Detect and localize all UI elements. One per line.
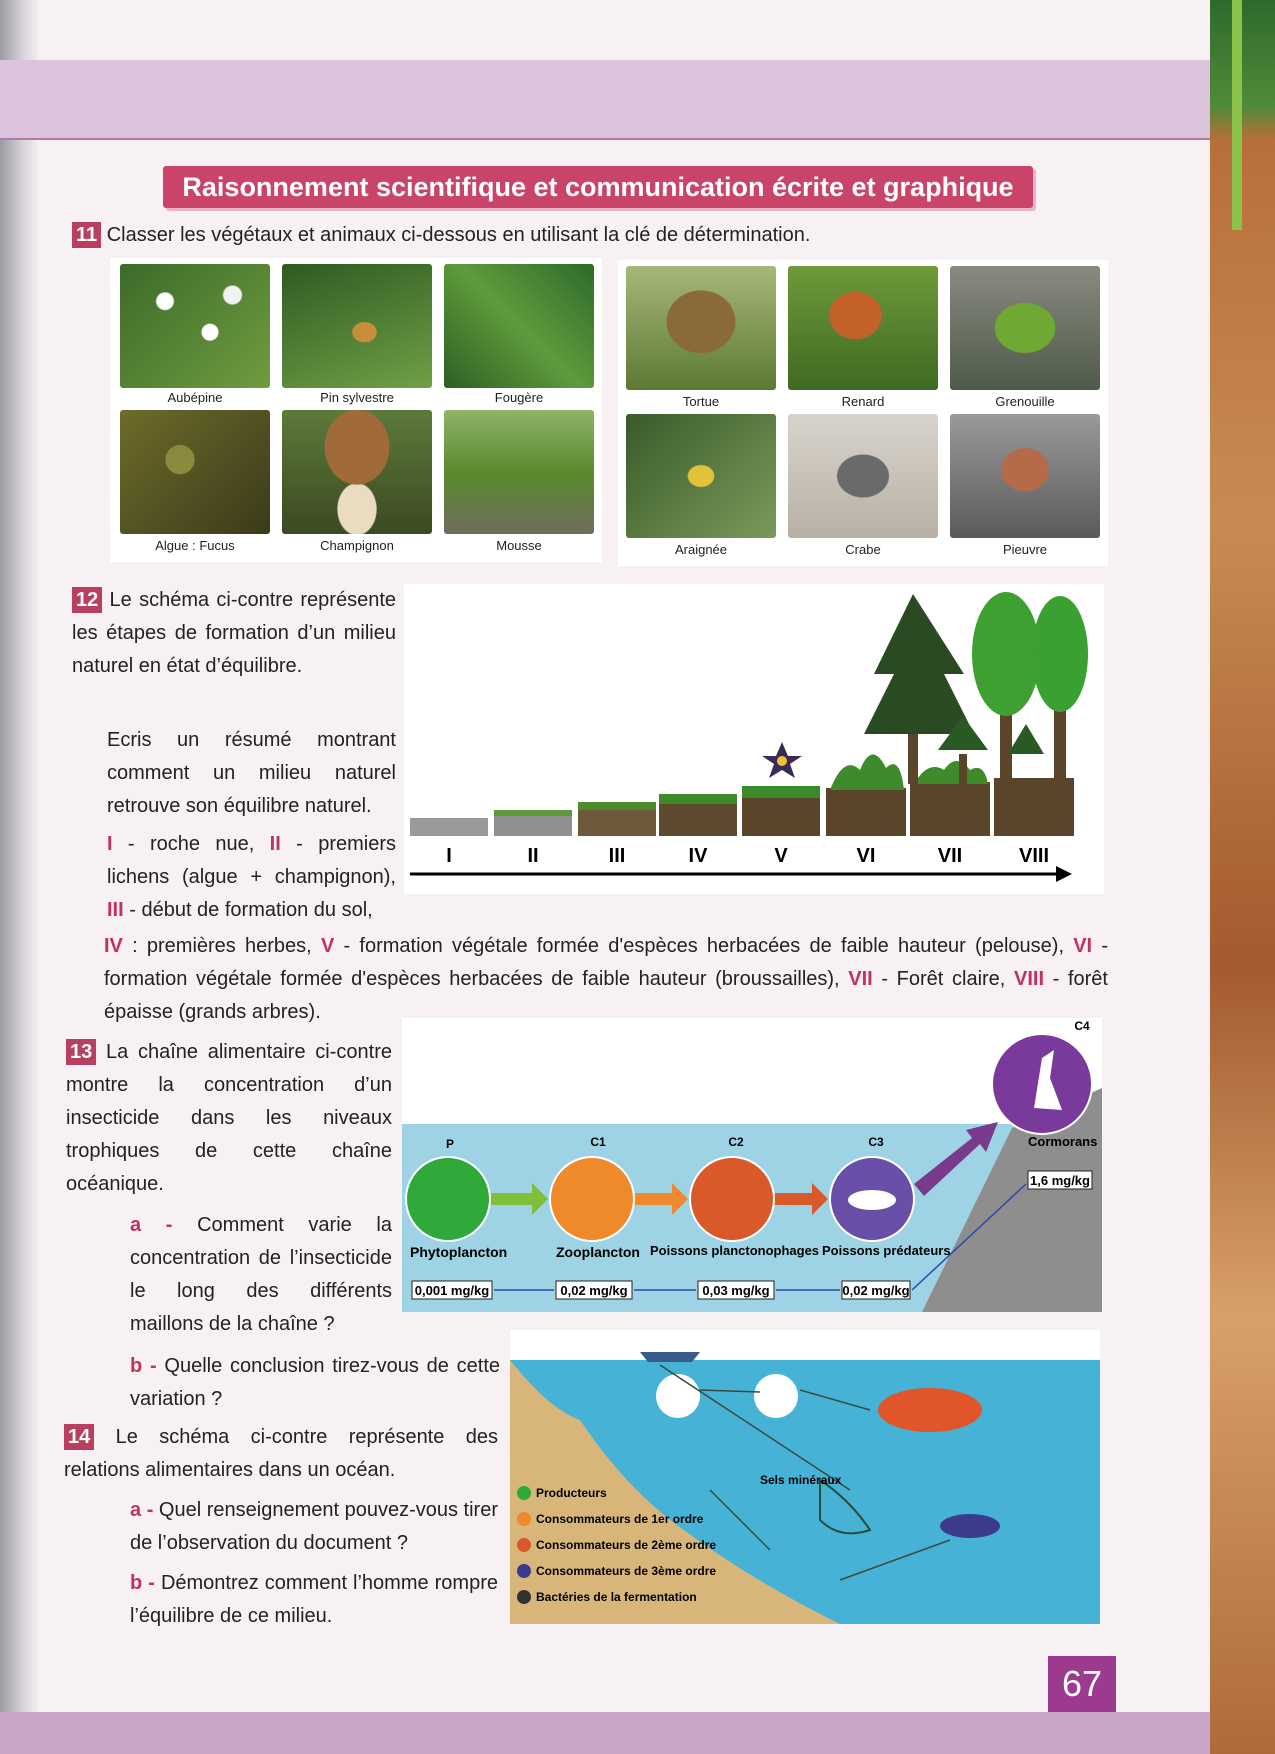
stage-block bbox=[826, 788, 906, 836]
stage-cover bbox=[578, 802, 656, 810]
animal-label: Pieuvre bbox=[1002, 542, 1048, 557]
legend-text: - Forêt claire, bbox=[872, 968, 1014, 990]
stage-label: VI bbox=[856, 845, 876, 867]
food-chain-diagram bbox=[402, 1018, 1102, 1312]
level-name: Phytoplancton bbox=[410, 1244, 508, 1260]
concentration-value: 0,02 mg/kg bbox=[842, 1283, 910, 1298]
level-code: C2 bbox=[728, 1135, 744, 1149]
legend-key: VIII bbox=[1014, 968, 1045, 990]
legend-key: VII bbox=[848, 968, 873, 990]
producer-bubble bbox=[656, 1374, 700, 1418]
legend-swatch bbox=[517, 1512, 531, 1526]
animal-label: Crabe bbox=[845, 542, 881, 557]
plant-label: Fougère bbox=[494, 390, 544, 405]
level-name: Zooplancton bbox=[556, 1244, 640, 1260]
page-gutter-shadow bbox=[0, 0, 38, 1754]
concentration-value: 0,001 mg/kg bbox=[414, 1283, 490, 1298]
legend-key: I bbox=[107, 833, 113, 855]
part-text: Quelle conclusion tirez-vous de cette variation ? bbox=[130, 1355, 500, 1410]
plant-label: Aubépine bbox=[167, 390, 223, 405]
legend-label: Producteurs bbox=[536, 1486, 607, 1500]
section-banner: Raisonnement scientifique et communication écrite et graphique bbox=[163, 166, 1033, 208]
q14-part-a: a - Quel renseignement pouvez-vous tirer de l’observation du document ? bbox=[130, 1499, 499, 1554]
q12-paragraph-2: Ecris un résumé montrant comment un milieu naturel retrouve son équilibre naturel. bbox=[107, 729, 396, 817]
legend-key: VI bbox=[1073, 935, 1093, 957]
q12-legend-column bbox=[107, 828, 396, 927]
stage-block bbox=[494, 814, 572, 836]
legend-text: - formation végétale formée d'espèces herbacées de faible hauteur (pelouse), bbox=[334, 935, 1074, 957]
side-photo bbox=[1210, 0, 1275, 1754]
animal-label: Grenouille bbox=[995, 394, 1055, 409]
legend-key: II bbox=[269, 833, 281, 855]
legend-swatch bbox=[517, 1590, 531, 1604]
legend-text: : premières herbes, bbox=[122, 935, 321, 957]
plants-panel bbox=[110, 258, 602, 562]
legend-text: - roche nue, bbox=[112, 833, 270, 855]
fucus-photo bbox=[120, 410, 270, 534]
flower-center bbox=[777, 756, 787, 766]
plant-label: Pin sylvestre bbox=[320, 390, 394, 405]
q13-text: La chaîne alimentaire ci-contre montre la concentration d’un insecticide dans les niveaux trophiques de cette chaîne océanique. bbox=[66, 1041, 392, 1195]
phytoplankton-circle bbox=[406, 1157, 490, 1241]
trunk bbox=[959, 754, 967, 784]
animal-label: Araignée bbox=[674, 542, 728, 557]
part-key: b bbox=[130, 1355, 143, 1377]
stage-block bbox=[742, 796, 820, 836]
part-key: a bbox=[130, 1499, 142, 1521]
stage-cover bbox=[494, 810, 572, 816]
broadleaf-tree-icon bbox=[1032, 596, 1088, 712]
legend-label: Consommateurs de 3ème ordre bbox=[536, 1564, 717, 1578]
pieuvre-photo bbox=[950, 414, 1100, 538]
araignee-photo bbox=[626, 414, 776, 538]
planktivore-circle bbox=[690, 1157, 774, 1241]
fougere-photo bbox=[444, 264, 594, 388]
level-code: C4 bbox=[1074, 1019, 1090, 1033]
pin-sylvestre-photo bbox=[282, 264, 432, 388]
q12-number: 12 bbox=[72, 587, 102, 613]
part-key: b bbox=[130, 1572, 143, 1594]
q11-number: 11 bbox=[72, 222, 101, 248]
stage-block bbox=[659, 802, 737, 836]
stage-label: VII bbox=[937, 845, 963, 867]
plant-label: Mousse bbox=[496, 538, 542, 553]
part-key: a bbox=[130, 1214, 142, 1236]
legend-swatch bbox=[517, 1564, 531, 1578]
animals-panel bbox=[618, 260, 1108, 566]
mineral-salts-label: Sels minéraux bbox=[760, 1473, 842, 1487]
champignon-photo bbox=[282, 410, 432, 534]
plant-label: Champignon bbox=[320, 538, 394, 553]
mousse-photo bbox=[444, 410, 594, 534]
part-text: Comment varie la concentration de l’insecticide le long des différents maillons de la chaîne ? bbox=[130, 1214, 392, 1335]
legend-text: - formation végétale formée d'espèces herbacées de faible hauteur (broussailles), bbox=[104, 935, 1108, 990]
q14-statement bbox=[64, 1421, 498, 1487]
stage-label: VIII bbox=[1018, 845, 1050, 867]
legend-key: III bbox=[107, 899, 124, 921]
legend-label: Consommateurs de 1er ordre bbox=[536, 1512, 704, 1526]
q12-paragraph-1: Le schéma ci-contre représente les étapes de formation d’un milieu naturel en état d’équilibre. bbox=[72, 589, 396, 677]
stage-label: IV bbox=[688, 845, 708, 867]
trunk bbox=[1054, 704, 1066, 784]
level-name: Poissons prédateurs bbox=[822, 1243, 951, 1258]
q11-statement bbox=[72, 219, 1072, 252]
stage-block bbox=[410, 818, 488, 836]
q14-part-b: b - Démontrez comment l’homme rompre l’équilibre de ce milieu. bbox=[130, 1572, 498, 1627]
broadleaf-tree-icon bbox=[972, 592, 1040, 716]
stage-block bbox=[994, 778, 1074, 836]
level-code: C3 bbox=[868, 1135, 884, 1149]
legend-swatch bbox=[517, 1538, 531, 1552]
stage-label: III bbox=[608, 845, 626, 867]
legend-text: - premiers lichens (algue + champignon), bbox=[107, 833, 396, 888]
q13-part-b: b - Quelle conclusion tirez-vous de cette variation ? bbox=[130, 1355, 500, 1410]
boat-icon bbox=[640, 1352, 700, 1362]
fish-icon bbox=[848, 1190, 896, 1210]
page-number: 67 bbox=[1048, 1656, 1116, 1712]
animal-label: Tortue bbox=[682, 394, 720, 409]
consumer-bubble bbox=[754, 1374, 798, 1418]
level-code: C1 bbox=[590, 1135, 606, 1149]
succession-diagram bbox=[404, 584, 1104, 894]
stage-cover bbox=[742, 786, 820, 798]
level-code: P bbox=[445, 1137, 455, 1151]
stage-label: II bbox=[527, 845, 539, 867]
stage-label: I bbox=[446, 845, 452, 867]
stage-cover bbox=[659, 794, 737, 804]
ocean-food-web-diagram bbox=[510, 1330, 1100, 1624]
tortue-photo bbox=[626, 266, 776, 390]
legend-label: Bactéries de la fermentation bbox=[536, 1590, 697, 1604]
zooplankton-circle bbox=[550, 1157, 634, 1241]
crabe-photo bbox=[788, 414, 938, 538]
concentration-value: 0,02 mg/kg bbox=[560, 1283, 628, 1298]
legend-text: - début de formation du sol, bbox=[123, 899, 373, 921]
renard-photo bbox=[788, 266, 938, 390]
q12-intro bbox=[72, 584, 396, 683]
legend-swatch bbox=[517, 1486, 531, 1500]
q12-legend-wide bbox=[104, 930, 1108, 1029]
concentration-value: 1,6 mg/kg bbox=[1030, 1173, 1090, 1188]
legend-label: Consommateurs de 2ème ordre bbox=[536, 1538, 717, 1552]
q13-statement bbox=[66, 1036, 392, 1201]
concentration-value: 0,03 mg/kg bbox=[702, 1283, 770, 1298]
legend-key: V bbox=[320, 935, 335, 957]
q13-number: 13 bbox=[66, 1039, 96, 1065]
large-fish-icon bbox=[878, 1388, 982, 1432]
stage-block bbox=[910, 782, 990, 836]
level-name: Cormorans bbox=[1028, 1134, 1098, 1149]
plant-label: Algue : Fucus bbox=[155, 538, 235, 553]
footer-band bbox=[0, 1712, 1210, 1754]
part-text: Quel renseignement pouvez-vous tirer de l’observation du document ? bbox=[130, 1499, 499, 1554]
q14-text: Le schéma ci-contre représente des relations alimentaires dans un océan. bbox=[64, 1426, 498, 1481]
stage-block bbox=[578, 808, 656, 836]
part-text: Démontrez comment l’homme rompre l’équilibre de ce milieu. bbox=[130, 1572, 498, 1627]
q14-number: 14 bbox=[64, 1424, 94, 1450]
grenouille-photo bbox=[950, 266, 1100, 390]
q11-text: Classer les végétaux et animaux ci-dessous en utilisant la clé de détermination. bbox=[106, 224, 811, 246]
stage-label: V bbox=[774, 845, 788, 867]
predator-fish-icon bbox=[940, 1514, 1000, 1538]
legend-key: IV bbox=[104, 935, 123, 957]
side-strip bbox=[1232, 0, 1242, 230]
q13-part-a: a - Comment varie la concentration de l’insecticide le long des différents maillons de la chaîne ? bbox=[130, 1214, 392, 1335]
level-name: Poissons planctonophages bbox=[650, 1243, 820, 1258]
aubepine-photo bbox=[120, 264, 270, 388]
animal-label: Renard bbox=[841, 394, 885, 409]
header-band bbox=[0, 60, 1210, 140]
legend-text: - forêt épaisse (grands arbres). bbox=[104, 968, 1108, 1023]
